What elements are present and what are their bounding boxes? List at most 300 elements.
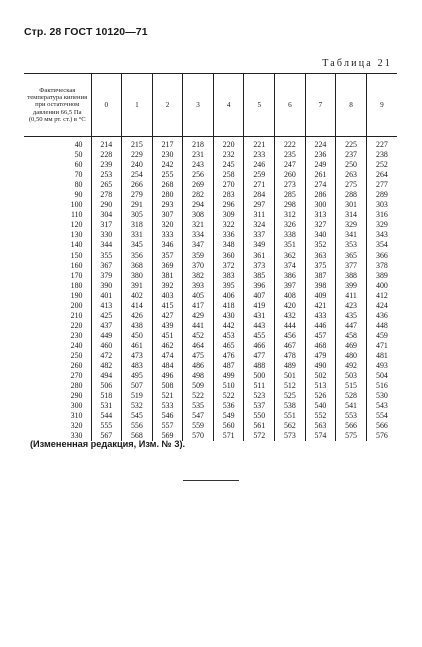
table-cell: 393 (183, 281, 214, 291)
table-cell: 336 (213, 230, 244, 240)
table-cell: 473 (122, 351, 153, 361)
row-temperature-cell: 100 (70, 200, 83, 210)
table-cell: 523 (244, 391, 275, 401)
table-cell: 480 (336, 351, 367, 361)
table-cell: 253 (91, 170, 122, 180)
table-cell: 402 (122, 291, 153, 301)
table-cell: 369 (152, 261, 183, 271)
table-cell: 535 (183, 401, 214, 411)
table-cell: 348 (213, 240, 244, 250)
table-cell: 519 (122, 391, 153, 401)
table-cell: 489 (275, 361, 306, 371)
table-cell: 232 (213, 150, 244, 160)
table-cell: 285 (275, 190, 306, 200)
table-cell: 508 (152, 381, 183, 391)
table-cell: 457 (305, 331, 336, 341)
table-cell: 414 (122, 301, 153, 311)
table-row (24, 311, 397, 321)
table-cell: 506 (91, 381, 122, 391)
table-cell: 222 (275, 137, 306, 151)
table-cell: 238 (366, 150, 397, 160)
table-cell: 362 (275, 251, 306, 261)
table-cell: 526 (305, 391, 336, 401)
table-cell: 561 (244, 421, 275, 431)
table-cell: 450 (122, 331, 153, 341)
table-cell: 557 (152, 421, 183, 431)
table-cell: 227 (366, 137, 397, 151)
table-cell: 460 (91, 341, 122, 351)
table-cell: 477 (244, 351, 275, 361)
table-row (24, 341, 397, 351)
table-cell: 476 (213, 351, 244, 361)
table-cell: 338 (275, 230, 306, 240)
table-cell: 309 (213, 210, 244, 220)
table-row (24, 411, 397, 421)
row-temperature-cell: 280 (70, 381, 83, 391)
table-cell: 240 (122, 160, 153, 170)
table-cell: 530 (366, 391, 397, 401)
column-header-6: 6 (275, 74, 306, 137)
table-cell: 407 (244, 291, 275, 301)
table-cell: 264 (366, 170, 397, 180)
table-cell: 538 (275, 401, 306, 411)
table-cell: 320 (152, 220, 183, 230)
table-cell: 217 (152, 137, 183, 151)
table-row (24, 331, 397, 341)
table-row (24, 150, 397, 160)
table-cell: 563 (305, 421, 336, 431)
table-cell: 471 (366, 341, 397, 351)
table-row (24, 160, 397, 170)
table-cell: 481 (366, 351, 397, 361)
table-row (24, 200, 397, 210)
table-cell: 406 (213, 291, 244, 301)
table-cell: 231 (183, 150, 214, 160)
column-header-9: 9 (366, 74, 397, 137)
table-cell: 467 (275, 341, 306, 351)
table-cell: 540 (305, 401, 336, 411)
table-cell: 484 (152, 361, 183, 371)
table-cell: 425 (91, 311, 122, 321)
table-cell: 218 (183, 137, 214, 151)
row-temperature-cell: 80 (74, 180, 83, 190)
table-cell: 525 (275, 391, 306, 401)
row-temperature-cell: 110 (70, 210, 83, 220)
table-cell: 427 (152, 311, 183, 321)
table-cell: 274 (305, 180, 336, 190)
table-cell: 522 (213, 391, 244, 401)
table-cell: 382 (183, 271, 214, 281)
table-cell: 317 (91, 220, 122, 230)
table-cell: 451 (152, 331, 183, 341)
table-cell: 537 (244, 401, 275, 411)
table-cell: 246 (244, 160, 275, 170)
table-cell: 296 (213, 200, 244, 210)
table-title: Таблица 21 (322, 58, 392, 69)
row-temperature-cell: 230 (70, 330, 83, 340)
table-cell: 424 (366, 301, 397, 311)
table-cell: 301 (336, 200, 367, 210)
table-row (24, 251, 397, 261)
column-header-8: 8 (336, 74, 367, 137)
table-cell: 308 (183, 210, 214, 220)
table-cell: 305 (122, 210, 153, 220)
table-cell: 215 (122, 137, 153, 151)
table-cell: 392 (152, 281, 183, 291)
table-cell: 252 (366, 160, 397, 170)
table-cell: 439 (152, 321, 183, 331)
table-cell: 528 (336, 391, 367, 401)
table-cell: 221 (244, 137, 275, 151)
table-cell: 224 (305, 137, 336, 151)
table-cell: 390 (91, 281, 122, 291)
table-cell: 242 (152, 160, 183, 170)
table-cell: 353 (336, 240, 367, 250)
table-cell: 228 (91, 150, 122, 160)
table-cell: 474 (152, 351, 183, 361)
table-cell: 501 (275, 371, 306, 381)
closing-rule (183, 480, 239, 481)
table-cell: 550 (244, 411, 275, 421)
table-row (24, 391, 397, 401)
table-cell: 411 (336, 291, 367, 301)
table-cell: 546 (152, 411, 183, 421)
table-cell: 486 (183, 361, 214, 371)
table-cell: 490 (305, 361, 336, 371)
table-cell: 442 (213, 321, 244, 331)
table-row (24, 210, 397, 220)
table-cell: 345 (122, 240, 153, 250)
table-cell: 366 (366, 251, 397, 261)
table-cell: 235 (275, 150, 306, 160)
table-cell: 383 (213, 271, 244, 281)
table-cell: 374 (275, 261, 306, 271)
row-temperature-cell: 240 (70, 340, 83, 350)
table-cell: 326 (275, 220, 306, 230)
table-cell: 291 (122, 200, 153, 210)
table-cell: 265 (91, 180, 122, 190)
table-cell: 405 (183, 291, 214, 301)
column-header-7: 7 (305, 74, 336, 137)
table-cell: 495 (122, 371, 153, 381)
table-cell: 461 (122, 341, 153, 351)
table-cell: 469 (336, 341, 367, 351)
table-cell: 429 (183, 311, 214, 321)
table-cell: 289 (366, 190, 397, 200)
table-cell: 488 (244, 361, 275, 371)
table-row (24, 291, 397, 301)
table-cell: 243 (183, 160, 214, 170)
table-cell: 398 (305, 281, 336, 291)
table-cell: 273 (275, 180, 306, 190)
table-cell: 544 (91, 411, 122, 421)
table-cell: 280 (152, 190, 183, 200)
table-cell: 498 (183, 371, 214, 381)
table-cell: 321 (183, 220, 214, 230)
table-cell: 391 (122, 281, 153, 291)
table-cell: 237 (336, 150, 367, 160)
row-temperature-cell: 70 (74, 170, 83, 180)
table-cell: 475 (183, 351, 214, 361)
row-temperature-cell: 260 (70, 361, 83, 371)
column-header-5: 5 (244, 74, 275, 137)
table-cell: 361 (244, 251, 275, 261)
table-cell: 572 (244, 431, 275, 441)
row-temperature-cell: 300 (70, 401, 83, 411)
table-cell: 316 (366, 210, 397, 220)
table-cell: 354 (366, 240, 397, 250)
table-cell: 575 (336, 431, 367, 441)
table-cell: 518 (91, 391, 122, 401)
table-cell: 438 (122, 321, 153, 331)
table-cell: 479 (305, 351, 336, 361)
table-cell: 331 (122, 230, 153, 240)
row-temperature-cell: 40 (74, 140, 83, 149)
table-cell: 553 (336, 411, 367, 421)
table-cell: 507 (122, 381, 153, 391)
table-cell: 521 (152, 391, 183, 401)
table-cell: 423 (336, 301, 367, 311)
table-cell: 367 (91, 261, 122, 271)
table-cell: 513 (305, 381, 336, 391)
table-cell: 377 (336, 261, 367, 271)
table-cell: 554 (366, 411, 397, 421)
table-cell: 566 (366, 421, 397, 431)
table-cell: 334 (183, 230, 214, 240)
table-cell: 260 (275, 170, 306, 180)
table-cell: 512 (275, 381, 306, 391)
table-cell: 329 (336, 220, 367, 230)
table-cell: 239 (91, 160, 122, 170)
page-header: Стр. 28 ГОСТ 10120—71 (24, 26, 148, 38)
table-row (24, 170, 397, 180)
row-temperature-cell: 200 (70, 300, 83, 310)
table-cell: 570 (183, 431, 214, 441)
table-cell: 363 (305, 251, 336, 261)
table-cell: 375 (305, 261, 336, 271)
table-cell: 573 (275, 431, 306, 441)
row-temperature-cell: 250 (70, 350, 83, 360)
table-cell: 571 (213, 431, 244, 441)
table-row (24, 371, 397, 381)
table-cell: 531 (91, 401, 122, 411)
row-temperature-cell: 290 (70, 391, 83, 401)
table-cell: 389 (366, 271, 397, 281)
table-row (24, 351, 397, 361)
table-cell: 343 (366, 230, 397, 240)
table-cell: 278 (91, 190, 122, 200)
table-cell: 499 (213, 371, 244, 381)
table-cell: 447 (336, 321, 367, 331)
table-cell: 455 (244, 331, 275, 341)
row-temperature-cell: 220 (70, 320, 83, 330)
table-cell: 269 (183, 180, 214, 190)
table-cell: 536 (213, 401, 244, 411)
table-cell: 297 (244, 200, 275, 210)
table-cell: 294 (183, 200, 214, 210)
table-cell: 492 (336, 361, 367, 371)
table-cell: 357 (152, 251, 183, 261)
table-cell: 349 (244, 240, 275, 250)
table-cell: 347 (183, 240, 214, 250)
table-row (24, 321, 397, 331)
row-temperature-cell: 50 (74, 150, 83, 160)
table-cell: 426 (122, 311, 153, 321)
table-cell: 312 (275, 210, 306, 220)
table-cell: 229 (122, 150, 153, 160)
table-cell: 464 (183, 341, 214, 351)
table-cell: 303 (366, 200, 397, 210)
table-cell: 547 (183, 411, 214, 421)
table-cell: 555 (91, 421, 122, 431)
table-cell: 462 (152, 341, 183, 351)
table-row (24, 190, 397, 200)
column-header-1: 1 (122, 74, 153, 137)
table-cell: 515 (336, 381, 367, 391)
table-cell: 409 (305, 291, 336, 301)
row-temperature-cell: 310 (70, 411, 83, 421)
table-cell: 574 (305, 431, 336, 441)
table-cell: 549 (213, 411, 244, 421)
table-cell: 341 (336, 230, 367, 240)
table-row (24, 281, 397, 291)
table-body (24, 137, 397, 442)
table-cell: 436 (366, 311, 397, 321)
table-cell: 559 (183, 421, 214, 431)
table-cell: 380 (122, 271, 153, 281)
row-temperature-cell: 140 (70, 240, 83, 250)
table-cell: 431 (244, 311, 275, 321)
table-cell: 387 (305, 271, 336, 281)
row-temperature-cell: 170 (70, 270, 83, 280)
table-cell: 466 (244, 341, 275, 351)
row-temperature-cell: 160 (70, 260, 83, 270)
table-cell: 268 (152, 180, 183, 190)
table-cell: 443 (244, 321, 275, 331)
row-temperature-cell: 190 (70, 290, 83, 300)
table-cell: 365 (336, 251, 367, 261)
table-cell: 567 (91, 431, 122, 441)
table-cell: 418 (213, 301, 244, 311)
table-cell: 399 (336, 281, 367, 291)
table-cell: 352 (305, 240, 336, 250)
table-cell: 356 (122, 251, 153, 261)
table-cell: 493 (366, 361, 397, 371)
table-cell: 293 (152, 200, 183, 210)
table-cell: 324 (244, 220, 275, 230)
table-cell: 532 (122, 401, 153, 411)
table-cell: 327 (305, 220, 336, 230)
table-cell: 254 (122, 170, 153, 180)
table-row (24, 361, 397, 371)
table-cell: 444 (275, 321, 306, 331)
table-cell: 503 (336, 371, 367, 381)
table-cell: 288 (336, 190, 367, 200)
table-cell: 400 (366, 281, 397, 291)
table-cell: 408 (275, 291, 306, 301)
row-temperature-cell: 90 (74, 190, 83, 200)
table-cell: 395 (213, 281, 244, 291)
table-cell: 378 (366, 261, 397, 271)
table-cell: 314 (336, 210, 367, 220)
table-row (24, 240, 397, 250)
table-cell: 322 (213, 220, 244, 230)
table-cell: 255 (152, 170, 183, 180)
table-cell: 504 (366, 371, 397, 381)
table-row (24, 261, 397, 271)
table-cell: 401 (91, 291, 122, 301)
table-cell: 483 (122, 361, 153, 371)
table-cell: 250 (336, 160, 367, 170)
row-temperature-cell: 270 (70, 371, 83, 381)
table-cell: 372 (213, 261, 244, 271)
table-cell: 283 (213, 190, 244, 200)
table-row (24, 137, 397, 151)
table-cell: 415 (152, 301, 183, 311)
column-header-3: 3 (183, 74, 214, 137)
table-cell: 311 (244, 210, 275, 220)
table-cell: 259 (244, 170, 275, 180)
table-cell: 458 (336, 331, 367, 341)
table-cell: 381 (152, 271, 183, 281)
table-cell: 510 (213, 381, 244, 391)
table-cell: 545 (122, 411, 153, 421)
table-cell: 379 (91, 271, 122, 281)
table-cell: 576 (366, 431, 397, 441)
table-cell: 456 (275, 331, 306, 341)
table-cell: 568 (122, 431, 153, 441)
row-temperature-cell: 60 (74, 160, 83, 170)
table-cell: 472 (91, 351, 122, 361)
table-cell: 220 (213, 137, 244, 151)
table-cell: 453 (213, 331, 244, 341)
table-cell: 388 (336, 271, 367, 281)
table-cell: 298 (275, 200, 306, 210)
table-cell: 419 (244, 301, 275, 311)
first-column-header: Фактическая температура кипения при остаточном давлении 66,5 Па (0,50 мм рт. ст.) в °С (24, 74, 91, 137)
table-cell: 435 (336, 311, 367, 321)
table-cell: 249 (305, 160, 336, 170)
column-header-0: 0 (91, 74, 122, 137)
table-cell: 468 (305, 341, 336, 351)
table-cell: 412 (366, 291, 397, 301)
table-cell: 551 (275, 411, 306, 421)
table-cell: 421 (305, 301, 336, 311)
table-cell: 432 (275, 311, 306, 321)
table-cell: 313 (305, 210, 336, 220)
table-cell: 275 (336, 180, 367, 190)
table-cell: 279 (122, 190, 153, 200)
table-cell: 368 (122, 261, 153, 271)
table-cell: 403 (152, 291, 183, 301)
table-cell: 290 (91, 200, 122, 210)
table-cell: 214 (91, 137, 122, 151)
table-cell: 247 (275, 160, 306, 170)
table-row (24, 220, 397, 230)
column-header-2: 2 (152, 74, 183, 137)
table-cell: 300 (305, 200, 336, 210)
table-row (24, 401, 397, 411)
revision-note: (Измененная редакция, Изм. № 3). (30, 439, 186, 449)
table-cell: 569 (152, 431, 183, 441)
column-header-4: 4 (213, 74, 244, 137)
table-cell: 225 (336, 137, 367, 151)
table-cell: 560 (213, 421, 244, 431)
table-cell: 307 (152, 210, 183, 220)
table-cell: 344 (91, 240, 122, 250)
table-cell: 397 (275, 281, 306, 291)
table-cell: 346 (152, 240, 183, 250)
